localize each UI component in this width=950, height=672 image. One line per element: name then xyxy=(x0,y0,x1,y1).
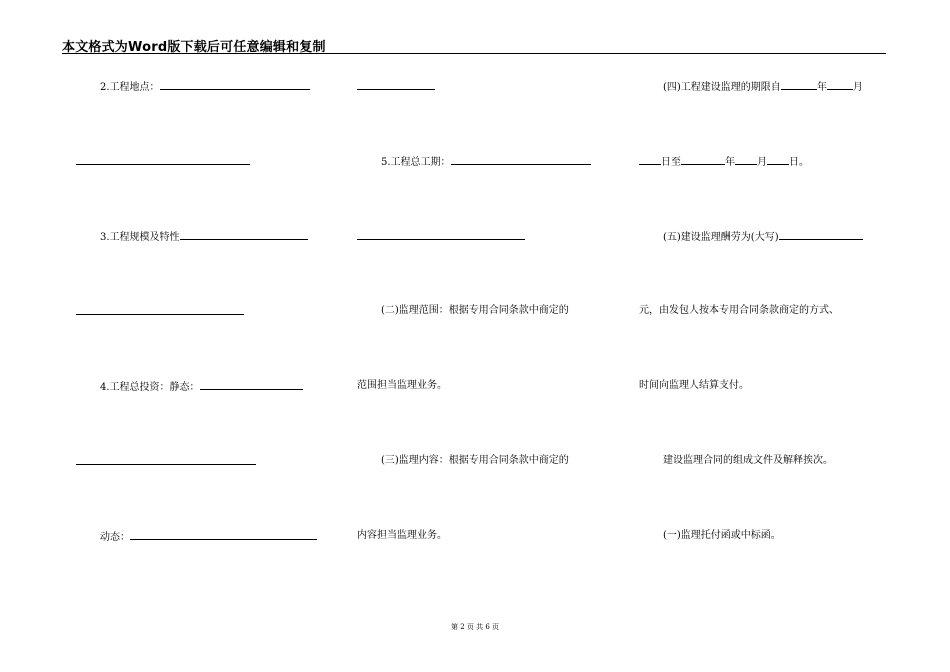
period-day-to-label: 日至 xyxy=(661,157,681,168)
total-investment-continuation xyxy=(76,455,256,469)
period-end-month-blank xyxy=(735,155,757,165)
project-duration-blank-2 xyxy=(357,230,525,240)
project-duration-continuation xyxy=(357,230,525,244)
period-start-year-blank xyxy=(781,80,817,90)
project-location-blank-2 xyxy=(76,155,250,165)
dynamic-investment-label: 动态： xyxy=(100,532,130,543)
project-location-line xyxy=(100,80,310,94)
period-end-year-blank xyxy=(681,155,725,165)
contract-documents-heading: 建设监理合同的组成文件及解释挨次。 xyxy=(663,455,833,466)
supervision-content-line: (三)监理内容：根据专用合同条款中商定的 xyxy=(381,455,569,466)
period-year-label: 年 xyxy=(816,82,827,93)
supervision-period-continuation xyxy=(639,155,809,169)
period-day2-label: 日。 xyxy=(789,157,809,168)
total-investment-label: 4.工程总投资：静态： xyxy=(100,382,200,393)
col2-top-blank-line xyxy=(357,80,435,94)
col2-top-blank xyxy=(357,80,435,90)
supervision-scope-continuation: 范围担当监理业务。 xyxy=(357,380,447,391)
period-start-month-blank xyxy=(827,80,853,90)
total-investment-line xyxy=(100,380,303,394)
project-scale-label: 3.工程规模及特性 xyxy=(100,232,180,243)
document-header-title: 本文格式为Word版下载后可任意编辑和复制 xyxy=(62,40,326,55)
dynamic-investment-line xyxy=(100,530,317,544)
project-location-continuation xyxy=(76,155,250,169)
period-end-day-blank xyxy=(767,155,789,165)
project-location-blank xyxy=(160,80,310,90)
period-year2-label: 年 xyxy=(725,157,735,168)
project-duration-label: 5.工程总工期： xyxy=(381,157,451,168)
period-month-label: 月 xyxy=(852,82,863,93)
supervision-scope-line: (二)监理范围：根据专用合同条款中商定的 xyxy=(381,305,569,316)
project-scale-continuation xyxy=(76,305,244,319)
supervision-fee-continuation: 元，由发包人按本专用合同条款商定的方式、 xyxy=(639,305,839,316)
supervision-period-label: (四)工程建设监理的期限自 xyxy=(663,82,781,93)
supervision-fee-label: (五)建设监理酬劳为(大写) xyxy=(663,232,779,243)
static-investment-blank xyxy=(200,380,303,390)
supervision-fee-payment: 时间向监理人结算支付。 xyxy=(639,380,749,391)
supervision-period-line xyxy=(663,80,863,94)
header-divider xyxy=(62,53,886,54)
period-start-day-blank xyxy=(639,155,661,165)
period-month2-label: 月 xyxy=(757,157,767,168)
project-scale-blank-2 xyxy=(76,305,244,315)
project-location-label: 2.工程地点： xyxy=(100,82,160,93)
supervision-fee-line xyxy=(663,230,863,244)
supervision-fee-blank xyxy=(779,230,863,240)
project-scale-blank xyxy=(180,230,308,240)
project-duration-line xyxy=(381,155,591,169)
dynamic-investment-blank xyxy=(130,530,317,540)
supervision-content-continuation: 内容担当监理业务。 xyxy=(357,530,447,541)
project-duration-blank xyxy=(451,155,591,165)
project-scale-line xyxy=(100,230,308,244)
contract-documents-item-1: (一)监理托付函或中标函。 xyxy=(663,530,781,541)
static-investment-blank-2 xyxy=(76,455,256,465)
page-number: 第 2 页 共 6 页 xyxy=(450,623,500,631)
